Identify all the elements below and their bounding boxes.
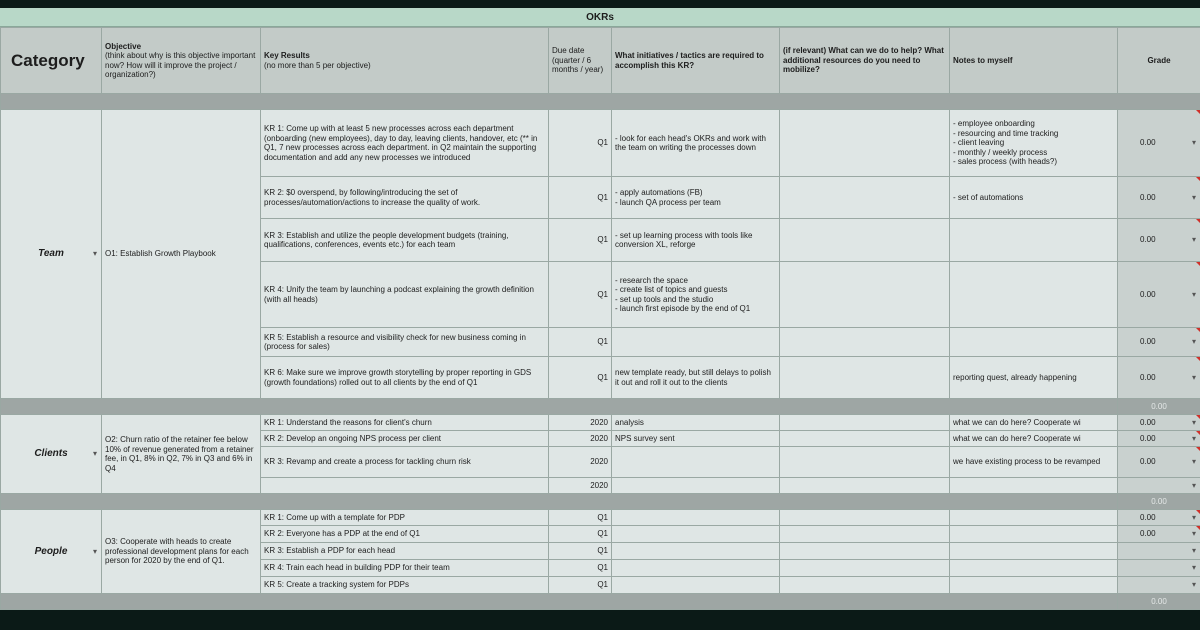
okr-body bbox=[1, 110, 1200, 610]
help-cell[interactable] bbox=[780, 431, 950, 447]
notes-cell[interactable] bbox=[950, 262, 1118, 328]
objective-cell[interactable]: O3: Cooperate with heads to create professional development plans for each person for 2020 by the end of Q1. bbox=[102, 510, 261, 594]
grade-cell[interactable] bbox=[1118, 478, 1200, 494]
notes-cell[interactable]: - set of automations bbox=[950, 177, 1118, 219]
separator-cell bbox=[1, 494, 1118, 510]
chevron-down-icon[interactable]: ▾ bbox=[1191, 417, 1196, 427]
chevron-down-icon[interactable]: ▾ bbox=[1191, 235, 1196, 244]
initiatives-cell[interactable]: - set up learning process with tools like conversion XL, reforge bbox=[612, 219, 780, 262]
grade-cell[interactable] bbox=[1118, 110, 1200, 177]
category-label: Clients bbox=[34, 448, 68, 460]
comment-flag-icon bbox=[1196, 447, 1200, 451]
chevron-down-icon[interactable]: ▾ bbox=[92, 249, 97, 258]
grade-value: 0.00 bbox=[1140, 138, 1156, 148]
due-date-cell[interactable]: Q1 bbox=[549, 262, 612, 328]
initiatives-cell[interactable] bbox=[612, 560, 780, 577]
help-cell[interactable] bbox=[780, 526, 950, 543]
key-result-cell[interactable]: KR 2: Everyone has a PDP at the end of Q1 bbox=[261, 526, 549, 543]
chevron-down-icon[interactable]: ▾ bbox=[1191, 192, 1196, 202]
key-result-cell[interactable]: KR 3: Establish and utilize the people development budgets (training, qualifications, conferences, events etc.) for each team bbox=[261, 219, 549, 262]
grade-cell[interactable] bbox=[1118, 526, 1200, 543]
help-cell[interactable] bbox=[780, 478, 950, 494]
notes-cell[interactable] bbox=[950, 328, 1118, 357]
grade-value: 0.00 bbox=[1140, 512, 1156, 522]
category-label: People bbox=[34, 545, 68, 557]
help-cell[interactable] bbox=[780, 219, 950, 262]
subtotal-row bbox=[1, 594, 1200, 610]
header-key-results-sub: (no more than 5 per objective) bbox=[264, 60, 371, 70]
key-result-cell[interactable]: KR 1: Come up with at least 5 new processes across each department (onboarding (new employees), day to day, leaving clients, handover, etc (** in Q1, 7 new processes across each department. in Q2 maintain the supporting documentation and add any new processes we introduced bbox=[261, 110, 549, 177]
due-date-cell[interactable]: 2020 bbox=[549, 415, 612, 431]
grade-value: 0.00 bbox=[1140, 457, 1156, 467]
notes-cell[interactable] bbox=[950, 219, 1118, 262]
header-notes[interactable]: Notes to myself bbox=[950, 28, 1118, 94]
grade-value: 0.00 bbox=[1140, 529, 1156, 539]
chevron-down-icon[interactable]: ▾ bbox=[1191, 433, 1196, 443]
grade-value: 0.00 bbox=[1140, 372, 1156, 382]
chevron-down-icon[interactable]: ▾ bbox=[1191, 529, 1196, 538]
subtotal-grade: 0.00 bbox=[1118, 399, 1200, 415]
initiatives-cell[interactable]: - look for each head's OKRs and work with the team on writing the processes down bbox=[612, 110, 780, 177]
due-date-cell[interactable]: Q1 bbox=[549, 110, 612, 177]
help-cell[interactable] bbox=[780, 510, 950, 526]
comment-flag-icon bbox=[1196, 262, 1200, 266]
grade-cell[interactable] bbox=[1118, 219, 1200, 262]
header-objective-title: Objective bbox=[105, 41, 142, 51]
objective-cell[interactable]: O2: Churn ratio of the retainer fee below 10% of revenue generated from a retainer fee, in Q1, 8% in Q2, 7% in Q3 and 6% in Q4 bbox=[102, 415, 261, 494]
okr-table bbox=[0, 27, 1200, 610]
notes-cell[interactable]: what we can do here? Cooperate wi bbox=[950, 431, 1118, 447]
comment-flag-icon bbox=[1196, 219, 1200, 223]
subtotal-row bbox=[1, 494, 1200, 510]
chevron-down-icon[interactable]: ▾ bbox=[92, 546, 97, 556]
key-result-cell[interactable]: KR 4: Train each head in building PDP for their team bbox=[261, 560, 549, 577]
comment-flag-icon bbox=[1196, 110, 1200, 114]
due-date-cell[interactable]: Q1 bbox=[549, 177, 612, 219]
chevron-down-icon[interactable]: ▾ bbox=[1191, 289, 1196, 299]
key-result-cell[interactable]: KR 1: Come up with a template for PDP bbox=[261, 510, 549, 526]
objective-cell[interactable]: O1: Establish Growth Playbook bbox=[102, 110, 261, 399]
key-result-cell[interactable]: KR 2: $0 overspend, by following/introducing the set of processes/automation/actions to increase the quality of work. bbox=[261, 177, 549, 219]
help-cell[interactable] bbox=[780, 110, 950, 177]
due-date-cell[interactable]: Q1 bbox=[549, 577, 612, 594]
key-result-cell[interactable] bbox=[261, 478, 549, 494]
subtotal-row bbox=[1, 399, 1200, 415]
subtotal-grade: 0.00 bbox=[1118, 494, 1200, 510]
category-label: Team bbox=[38, 248, 64, 260]
due-date-cell[interactable]: 2020 bbox=[549, 431, 612, 447]
key-result-cell[interactable]: KR 3: Establish a PDP for each head bbox=[261, 543, 549, 560]
grade-cell[interactable] bbox=[1118, 510, 1200, 526]
due-date-cell[interactable]: Q1 bbox=[549, 357, 612, 399]
chevron-down-icon[interactable]: ▾ bbox=[1191, 138, 1196, 147]
initiatives-cell[interactable] bbox=[612, 478, 780, 494]
grade-cell[interactable] bbox=[1118, 543, 1200, 560]
notes-cell[interactable]: we have existing process to be revamped bbox=[950, 447, 1118, 478]
grade-cell[interactable] bbox=[1118, 577, 1200, 594]
grade-cell[interactable] bbox=[1118, 415, 1200, 431]
initiatives-cell[interactable] bbox=[612, 510, 780, 526]
grade-cell[interactable] bbox=[1118, 431, 1200, 447]
initiatives-cell[interactable] bbox=[612, 328, 780, 357]
header-objective-sub: (think about why is this objective important now? How will it improve the project / organization?) bbox=[105, 51, 256, 79]
help-cell[interactable] bbox=[780, 262, 950, 328]
notes-cell[interactable] bbox=[950, 560, 1118, 577]
initiatives-cell[interactable]: analysis bbox=[612, 415, 780, 431]
due-date-cell[interactable]: Q1 bbox=[549, 560, 612, 577]
table-row bbox=[1, 510, 1200, 526]
initiatives-cell[interactable]: NPS survey sent bbox=[612, 431, 780, 447]
comment-flag-icon bbox=[1196, 177, 1200, 181]
comment-flag-icon bbox=[1196, 328, 1200, 332]
category-cell[interactable] bbox=[1, 510, 102, 594]
comment-flag-icon bbox=[1196, 415, 1200, 419]
due-date-cell[interactable]: Q1 bbox=[549, 328, 612, 357]
help-cell[interactable] bbox=[780, 577, 950, 594]
header-key-results[interactable] bbox=[261, 28, 549, 94]
top-frame bbox=[0, 0, 1200, 8]
initiatives-cell[interactable] bbox=[612, 526, 780, 543]
initiatives-cell[interactable]: - apply automations (FB) - launch QA process per team bbox=[612, 177, 780, 219]
key-result-cell[interactable]: KR 3: Revamp and create a process for tackling churn risk bbox=[261, 447, 549, 478]
comment-flag-icon bbox=[1196, 510, 1200, 514]
separator-row bbox=[1, 94, 1200, 110]
header-initiatives[interactable]: What initiatives / tactics are required to accomplish this KR? bbox=[612, 28, 780, 94]
initiatives-cell[interactable]: - research the space - create list of topics and guests - set up tools and the studio - launch first episode by the end of Q1 bbox=[612, 262, 780, 328]
header-key-results-title: Key Results bbox=[264, 51, 310, 60]
chevron-down-icon[interactable]: ▾ bbox=[1191, 480, 1196, 490]
comment-flag-icon bbox=[1196, 526, 1200, 530]
header-grade[interactable]: Grade bbox=[1118, 28, 1200, 94]
grade-value: 0.00 bbox=[1140, 417, 1156, 427]
chevron-down-icon[interactable]: ▾ bbox=[1191, 546, 1196, 555]
chevron-down-icon[interactable]: ▾ bbox=[1191, 337, 1196, 346]
grade-value: 0.00 bbox=[1140, 337, 1156, 347]
grade-cell[interactable] bbox=[1118, 262, 1200, 328]
comment-flag-icon bbox=[1196, 431, 1200, 435]
key-result-cell[interactable]: KR 1: Understand the reasons for client's churn bbox=[261, 415, 549, 431]
due-date-cell[interactable]: Q1 bbox=[549, 510, 612, 526]
grade-cell[interactable] bbox=[1118, 357, 1200, 399]
header-help[interactable]: (if relevant) What can we do to help? What additional resources do you need to mobilize? bbox=[780, 28, 950, 94]
category-cell[interactable] bbox=[1, 415, 102, 494]
notes-cell[interactable] bbox=[950, 478, 1118, 494]
category-cell[interactable] bbox=[1, 110, 102, 399]
help-cell[interactable] bbox=[780, 328, 950, 357]
separator-cell bbox=[1, 594, 1118, 610]
due-date-cell[interactable]: 2020 bbox=[549, 478, 612, 494]
grade-cell[interactable] bbox=[1118, 177, 1200, 219]
initiatives-cell[interactable]: new template ready, but still delays to polish it out and roll it out to the clients bbox=[612, 357, 780, 399]
initiatives-cell[interactable] bbox=[612, 577, 780, 594]
chevron-down-icon[interactable]: ▾ bbox=[1191, 512, 1196, 522]
help-cell[interactable] bbox=[780, 543, 950, 560]
help-cell[interactable] bbox=[780, 177, 950, 219]
chevron-down-icon[interactable]: ▾ bbox=[1191, 580, 1196, 589]
chevron-down-icon[interactable]: ▾ bbox=[1191, 372, 1196, 382]
header-row bbox=[1, 28, 1200, 94]
help-cell[interactable] bbox=[780, 415, 950, 431]
notes-cell[interactable] bbox=[950, 526, 1118, 543]
header-due-date[interactable]: Due date (quarter / 6 months / year) bbox=[549, 28, 612, 94]
notes-cell[interactable]: - employee onboarding - resourcing and time tracking - client leaving - monthly / weekly process - sales process (with heads?) bbox=[950, 110, 1118, 177]
grade-value: 0.00 bbox=[1140, 192, 1156, 202]
chevron-down-icon[interactable]: ▾ bbox=[1191, 457, 1196, 466]
grade-value: 0.00 bbox=[1140, 235, 1156, 245]
help-cell[interactable] bbox=[780, 447, 950, 478]
bottom-frame bbox=[0, 616, 1200, 630]
comment-flag-icon bbox=[1196, 357, 1200, 361]
due-date-cell[interactable]: Q1 bbox=[549, 526, 612, 543]
header-objective[interactable] bbox=[102, 28, 261, 94]
header-category[interactable]: Category bbox=[1, 28, 102, 94]
due-date-cell[interactable]: Q1 bbox=[549, 219, 612, 262]
key-result-cell[interactable]: KR 6: Make sure we improve growth storytelling by proper reporting in GDS (growth foundations) rolled out to all clients by the end of Q1 bbox=[261, 357, 549, 399]
sheet-title[interactable]: OKRs bbox=[0, 8, 1200, 27]
separator-cell bbox=[1, 399, 1118, 415]
key-result-cell[interactable]: KR 4: Unify the team by launching a podcast explaining the growth definition (with all heads) bbox=[261, 262, 549, 328]
due-date-cell[interactable]: Q1 bbox=[549, 543, 612, 560]
help-cell[interactable] bbox=[780, 357, 950, 399]
key-result-cell[interactable]: KR 5: Create a tracking system for PDPs bbox=[261, 577, 549, 594]
notes-cell[interactable]: what we can do here? Cooperate wi bbox=[950, 415, 1118, 431]
table-row bbox=[1, 415, 1200, 431]
grade-cell[interactable] bbox=[1118, 447, 1200, 478]
notes-cell[interactable]: reporting quest, already happening bbox=[950, 357, 1118, 399]
chevron-down-icon[interactable]: ▾ bbox=[92, 449, 97, 458]
table-row bbox=[1, 110, 1200, 177]
due-date-cell[interactable]: 2020 bbox=[549, 447, 612, 478]
grade-cell[interactable] bbox=[1118, 328, 1200, 357]
subtotal-grade: 0.00 bbox=[1118, 594, 1200, 610]
help-cell[interactable] bbox=[780, 560, 950, 577]
chevron-down-icon[interactable]: ▾ bbox=[1191, 563, 1196, 572]
key-result-cell[interactable]: KR 5: Establish a resource and visibility check for new business coming in (process for sales) bbox=[261, 328, 549, 357]
grade-cell[interactable] bbox=[1118, 560, 1200, 577]
grade-value: 0.00 bbox=[1140, 289, 1156, 299]
notes-cell[interactable] bbox=[950, 543, 1118, 560]
initiatives-cell[interactable] bbox=[612, 447, 780, 478]
notes-cell[interactable] bbox=[950, 577, 1118, 594]
initiatives-cell[interactable] bbox=[612, 543, 780, 560]
grade-value: 0.00 bbox=[1140, 433, 1156, 443]
notes-cell[interactable] bbox=[950, 510, 1118, 526]
key-result-cell[interactable]: KR 2: Develop an ongoing NPS process per client bbox=[261, 431, 549, 447]
